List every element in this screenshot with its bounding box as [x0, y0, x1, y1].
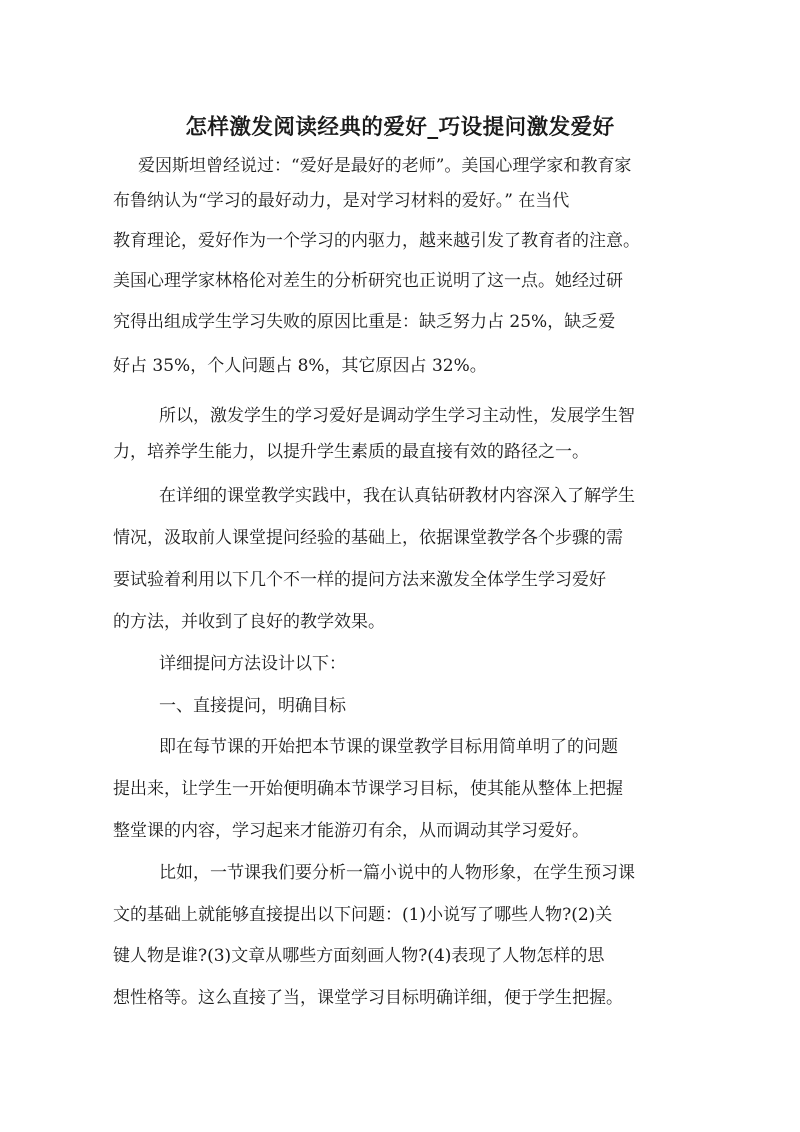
text-line: 要试验着利用以下几个不一样的提问方法来激发全体学生学习爱好	[113, 570, 606, 590]
text-line: 即在每节课的开始把本节课的课堂教学目标用简单明了的问题	[159, 737, 618, 757]
text-line: 想性格等。这么直接了当，课堂学习目标明确详细，便于学生把握。	[113, 988, 623, 1008]
text-line: 提出来，让学生一开始便明确本节课学习目标，使其能从整体上把握	[113, 779, 623, 799]
text-line: 教育理论，爱好作为一个学习的内驱力，越来越引发了教育者的注意。	[113, 231, 640, 251]
text-line: 的方法，并收到了良好的教学效果。	[113, 612, 385, 632]
section-heading: 一、直接提问，明确目标	[159, 696, 346, 716]
text-line: 力，培养学生能力，以提升学生素质的最直接有效的路径之一。	[113, 442, 589, 462]
text-line: 详细提问方法设计以下：	[159, 654, 346, 674]
text-line: 美国心理学家林格伦对差生的分析研究也正说明了这一点。她经过研	[113, 271, 623, 291]
text-line: 布鲁纳认为“学习的最好动力，是对学习材料的爱好。” 在当代	[113, 191, 570, 211]
text-line: 比如，一节课我们要分析一篇小说中的人物形象，在学生预习课	[159, 863, 635, 883]
text-line: 爱因斯坦曾经说过：“爱好是最好的老师”。美国心理学家和教育家	[138, 156, 632, 176]
text-line: 情况，汲取前人课堂提问经验的基础上，依据课堂教学各个步骤的需	[113, 528, 623, 548]
text-line: 所以，激发学生的学习爱好是调动学生学习主动性，发展学生智	[159, 406, 635, 426]
text-line: 键人物是谁?(3)文章从哪些方面刻画人物?(4)表现了人物怎样的思	[113, 946, 605, 966]
text-line: 在详细的课堂教学实践中，我在认真钻研教材内容深入了解学生	[159, 486, 635, 506]
text-line: 好占 35%，个人问题占 8%，其它原因占 32%。	[113, 356, 487, 376]
text-line: 文的基础上就能够直接提出以下问题：(1)小说写了哪些人物?(2)关	[113, 905, 613, 925]
text-line: 整堂课的内容，学习起来才能游刃有余，从而调动其学习爱好。	[113, 821, 589, 841]
text-line: 究得出组成学生学习失败的原因比重是：缺乏努力占 25%，缺乏爱	[113, 312, 616, 332]
document-title: 怎样激发阅读经典的爱好_巧设提问激发爱好	[185, 115, 615, 141]
